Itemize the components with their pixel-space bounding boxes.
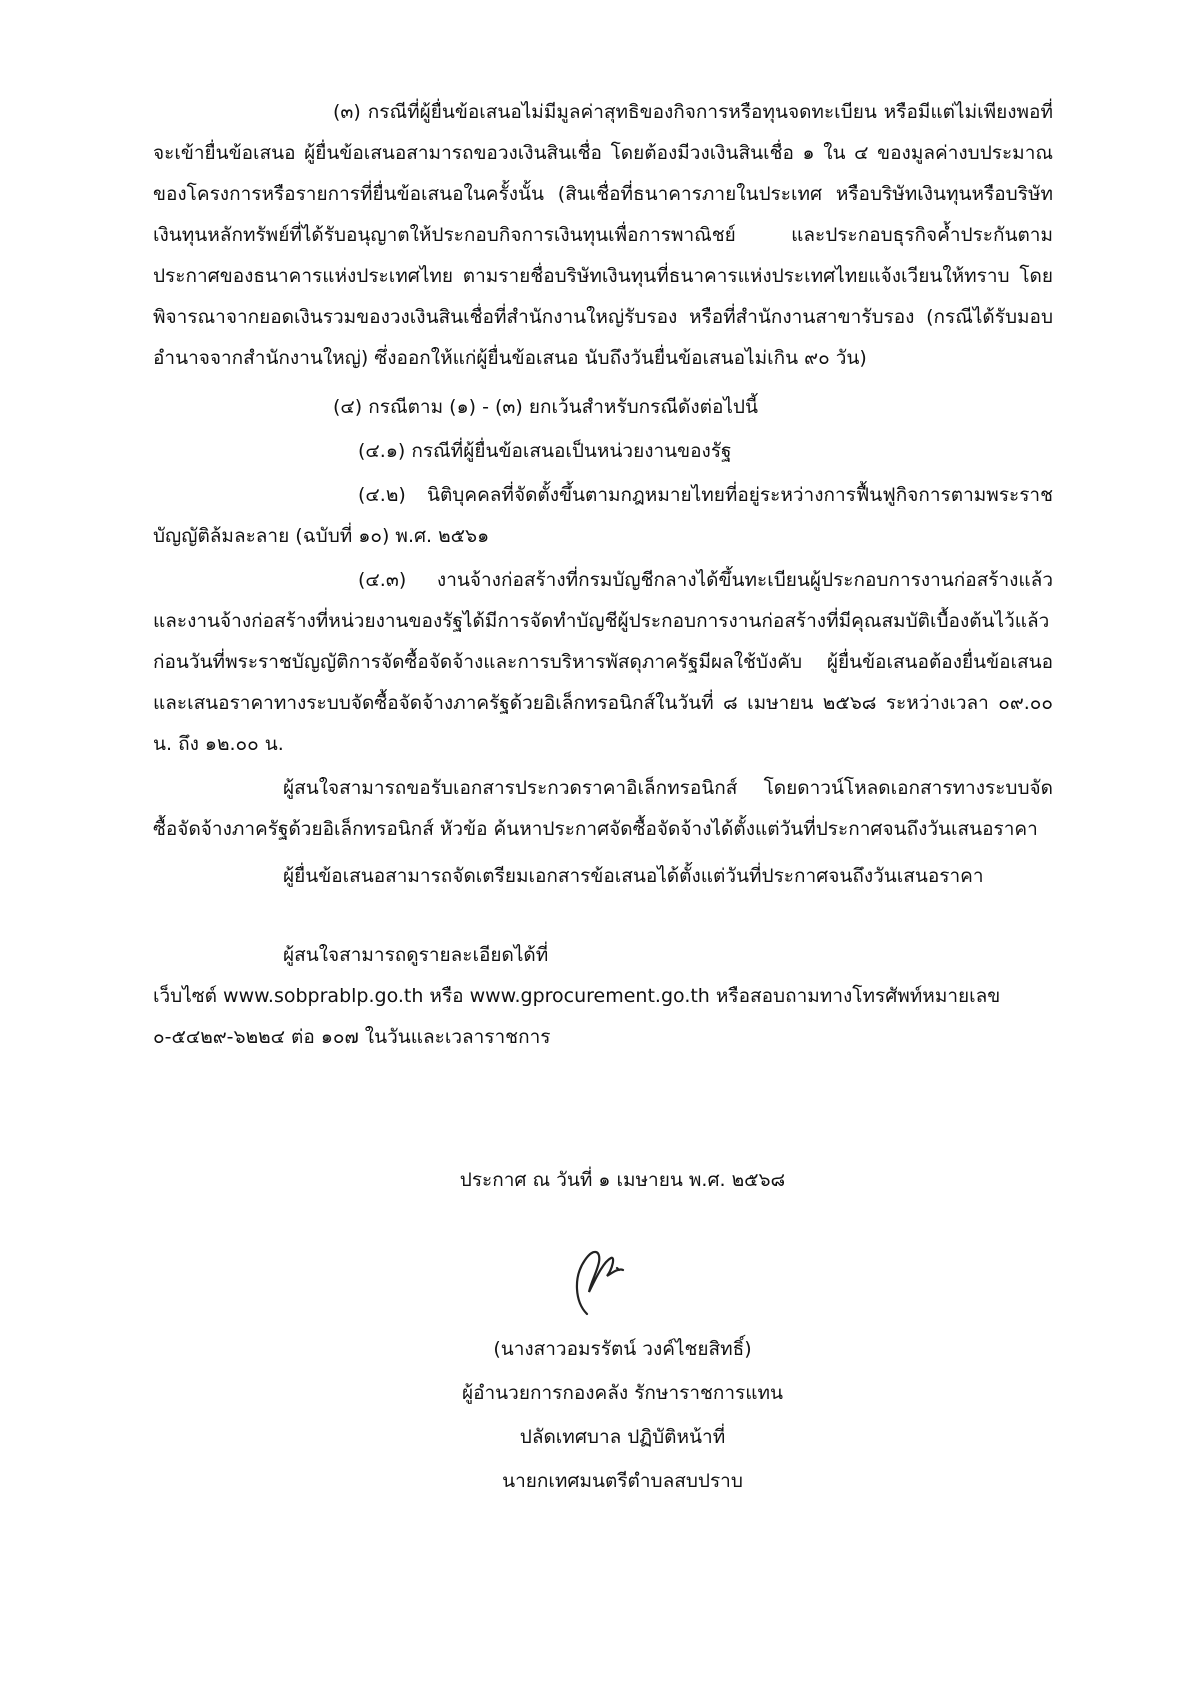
signer-title-2: ปลัดเทศบาล ปฏิบัติหน้าที่ xyxy=(519,1426,726,1448)
details-heading: ผู้สนใจสามารถดูรายละเอียดได้ที่ xyxy=(283,944,549,966)
contact-phone-hours: ๐-๕๔๒๙-๖๒๒๔ ต่อ ๑๐๗ ในวันและเวลาราชการ xyxy=(153,1026,551,1048)
handwritten-signature xyxy=(555,1232,645,1322)
prepare-documents-note: ผู้ยื่นข้อเสนอสามารถจัดเตรียมเอกสารข้อเสนอได้ตั้งแต่วันที่ประกาศจนถึงวันเสนอราคา xyxy=(283,865,984,887)
contact-websites-phone: เว็บไซต์ www.sobprablp.go.th หรือ www.gprocurement.go.th หรือสอบถามทางโทรศัพท์หมายเลข xyxy=(153,985,1001,1007)
clause-4-1: (๔.๑) กรณีที่ผู้ยื่นข้อเสนอเป็นหน่วยงานของรัฐ xyxy=(358,440,732,462)
signer-title-3: นายกเทศมนตรีตำบลสบปราบ xyxy=(502,1470,743,1492)
signer-title-1: ผู้อำนวยการกองคลัง รักษาราชการแทน xyxy=(461,1382,784,1404)
signer-block xyxy=(0,1327,1190,1503)
clause-4-exceptions: (๔) กรณีตาม (๑) - (๓) ยกเว้นสำหรับกรณีดังต่อไปนี้ xyxy=(333,396,758,418)
signer-name: (นางสาวอมรรัตน์ วงค์ไชยสิทธิ์) xyxy=(493,1338,752,1360)
announcement-body xyxy=(153,92,1053,1058)
clause-3-credit-line: (๓) กรณีที่ผู้ยื่นข้อเสนอไม่มีมูลค่าสุทธิของกิจการหรือทุนจดทะเบียน หรือมีแต่ไม่เพียงพอที่จะเข้ายื่นข้อเสนอ ผู้ยื่นข้อเสนอสามารถขอวงเงินสินเชื่อ โดยต้องมีวงเงินสินเชื่อ ๑ ใน ๔ ของมูลค่างบประมาณของโครงการหรือรายการที่ยื่นข้อเสนอในครั้งนั้น (สินเชื่อที่ธนาคารภายในประเทศ หรือบริษัทเงินทุนหรือบริษัทเงินทุนหลักทรัพย์ที่ได้รับอนุญาตให้ประกอบกิจการเงินทุนเพื่อการพาณิชย์ และประกอบธุรกิจค้ำประกันตามประกาศของธนาคารแห่งประเทศไทย ตามรายชื่อบริษัทเงินทุนที่ธนาคารแห่งประเทศไทยแจ้งเวียนให้ทราบ โดยพิจารณาจากยอดเงินรวมของวงเงินสินเชื่อที่สำนักงานใหญ่รับรอง หรือที่สำนักงานสาขารับรอง (กรณีได้รับมอบอำนาจจากสำนักงานใหญ่) ซึ่งออกให้แก่ผู้ยื่นข้อเสนอ นับถึงวันยื่นข้อเสนอไม่เกิน ๙๐ วัน) xyxy=(153,101,1053,369)
clause-4-3: (๔.๓) งานจ้างก่อสร้างที่กรมบัญชีกลางได้ขึ้นทะเบียนผู้ประกอบการงานก่อสร้างแล้ว และงานจ้างก่อสร้างที่หน่วยงานของรัฐได้มีการจัดทำบัญชีผู้ประกอบการงานก่อสร้างที่มีคุณสมบัติเบื้องต้นไว้แล้ว ก่อนวันที่พระราชบัญญัติการจัดซื้อจัดจ้างและการบริหารพัสดุภาครัฐมีผลใช้บังคับ ผู้ยื่นข้อเสนอต้องยื่นข้อเสนอและเสนอราคาทางระบบจัดซื้อจัดจ้างภาครัฐด้วยอิเล็กทรอนิกส์ในวันที่ ๘ เมษายน ๒๕๖๘ ระหว่างเวลา ๐๙.๐๐ น. ถึง ๑๒.๐๐ น. xyxy=(153,569,1053,755)
announcement-date: ประกาศ ณ วันที่ ๑ เมษายน พ.ศ. ๒๕๖๘ xyxy=(459,1169,786,1191)
clause-4-2: (๔.๒) นิติบุคคลที่จัดตั้งขึ้นตามกฎหมายไทยที่อยู่ระหว่างการฟื้นฟูกิจการตามพระราชบัญญัติล้มละลาย (ฉบับที่ ๑๐) พ.ศ. ๒๕๖๑ xyxy=(153,484,1053,547)
download-instructions: ผู้สนใจสามารถขอรับเอกสารประกวดราคาอิเล็กทรอนิกส์ โดยดาวน์โหลดเอกสารทางระบบจัดซื้อจัดจ้างภาครัฐด้วยอิเล็กทรอนิกส์ หัวข้อ ค้นหาประกาศจัดซื้อจัดจ้างได้ตั้งแต่วันที่ประกาศจนถึงวันเสนอราคา xyxy=(153,777,1053,840)
announcement-date-block xyxy=(0,1160,1190,1201)
